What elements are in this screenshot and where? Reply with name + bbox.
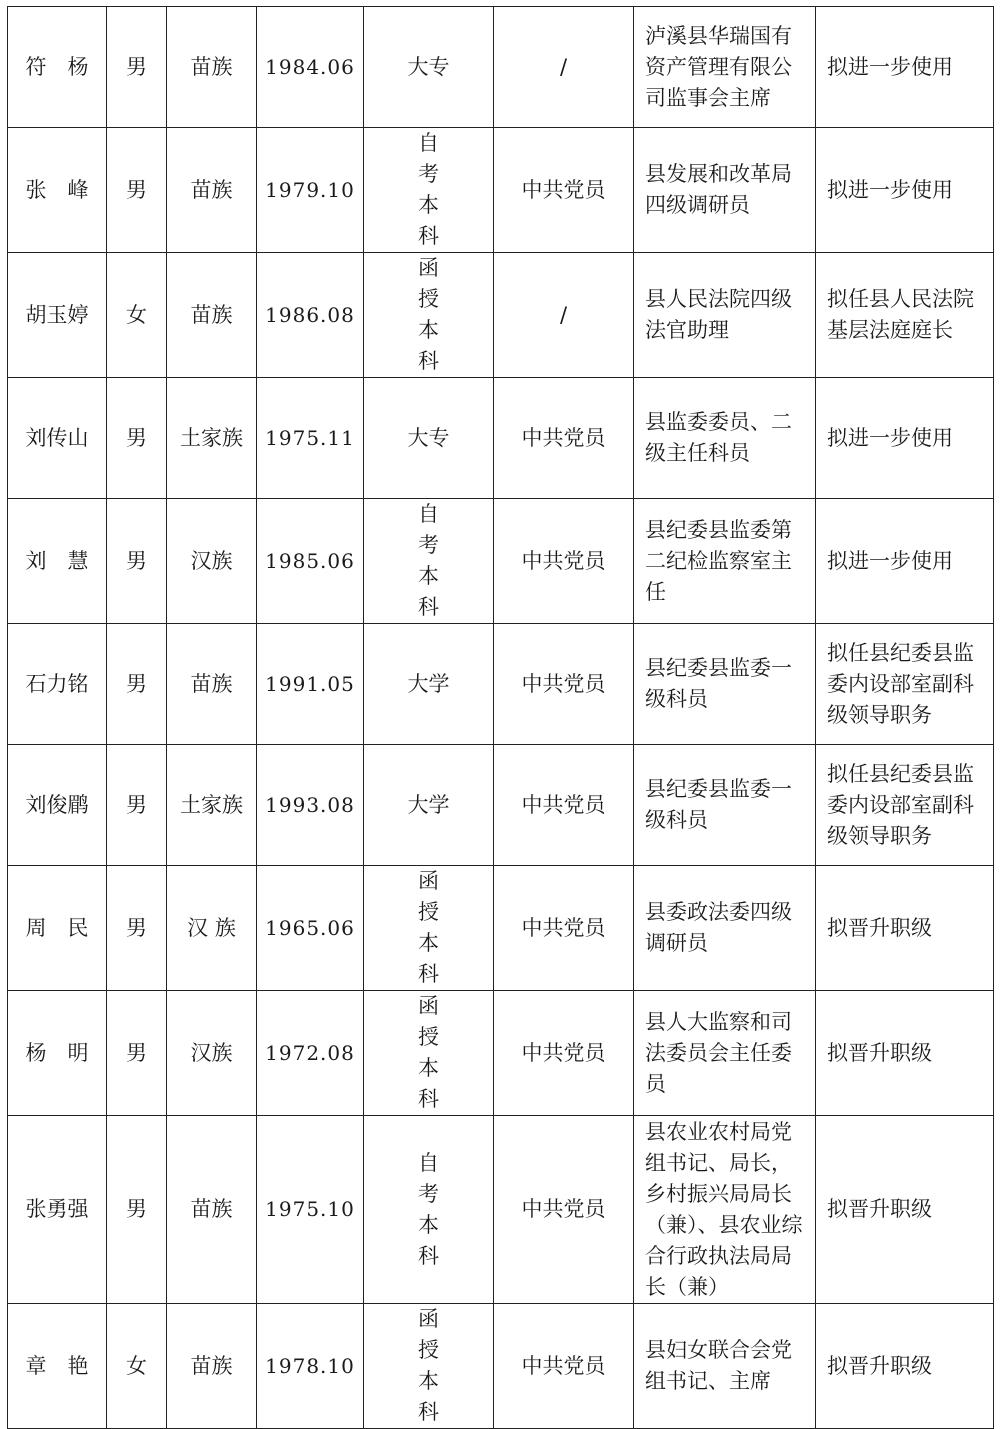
party-cell: 中共党员 xyxy=(494,378,634,499)
party-cell: / xyxy=(494,7,634,128)
education-cell: 自考本科 xyxy=(364,1116,494,1304)
proposal-cell: 拟晋升职级 xyxy=(816,991,994,1116)
proposal-cell: 拟任县纪委县监委内设部室副科级领导职务 xyxy=(816,624,994,745)
table-row xyxy=(8,1116,994,1304)
education-cell: 大学 xyxy=(364,745,494,866)
proposal-cell: 拟进一步使用 xyxy=(816,7,994,128)
table-row xyxy=(8,745,994,866)
party-cell: 中共党员 xyxy=(494,499,634,624)
ethnicity-cell: 苗族 xyxy=(167,624,257,745)
gender-cell: 男 xyxy=(107,7,167,128)
ethnicity-cell: 苗族 xyxy=(167,253,257,378)
personnel-table xyxy=(7,6,994,1429)
table-row xyxy=(8,991,994,1116)
current-position-cell: 县委政法委四级调研员 xyxy=(634,866,816,991)
ethnicity-cell: 苗族 xyxy=(167,128,257,253)
ethnicity-cell: 苗族 xyxy=(167,1304,257,1429)
party-cell: 中共党员 xyxy=(494,991,634,1116)
current-position-cell: 县人民法院四级法官助理 xyxy=(634,253,816,378)
table-row xyxy=(8,7,994,128)
proposal-cell: 拟进一步使用 xyxy=(816,499,994,624)
ethnicity-cell: 苗族 xyxy=(167,7,257,128)
birth-date-cell: 1993.08 xyxy=(257,745,364,866)
ethnicity-cell: 土家族 xyxy=(167,378,257,499)
party-cell: 中共党员 xyxy=(494,1304,634,1429)
name-cell: 胡玉婷 xyxy=(8,253,107,378)
name-cell: 章 艳 xyxy=(8,1304,107,1429)
name-cell: 符 杨 xyxy=(8,7,107,128)
name-cell: 周 民 xyxy=(8,866,107,991)
table-row xyxy=(8,128,994,253)
birth-date-cell: 1978.10 xyxy=(257,1304,364,1429)
party-cell: 中共党员 xyxy=(494,624,634,745)
education-cell: 自考本科 xyxy=(364,128,494,253)
birth-date-cell: 1986.08 xyxy=(257,253,364,378)
gender-cell: 男 xyxy=(107,991,167,1116)
gender-cell: 女 xyxy=(107,253,167,378)
birth-date-cell: 1985.06 xyxy=(257,499,364,624)
birth-date-cell: 1972.08 xyxy=(257,991,364,1116)
education-cell: 大专 xyxy=(364,378,494,499)
party-cell: 中共党员 xyxy=(494,745,634,866)
birth-date-cell: 1984.06 xyxy=(257,7,364,128)
name-cell: 张 峰 xyxy=(8,128,107,253)
table-row xyxy=(8,253,994,378)
current-position-cell: 县监委委员、二级主任科员 xyxy=(634,378,816,499)
gender-cell: 男 xyxy=(107,745,167,866)
current-position-cell: 县人大监察和司法委员会主任委员 xyxy=(634,991,816,1116)
party-cell: / xyxy=(494,253,634,378)
current-position-cell: 县发展和改革局四级调研员 xyxy=(634,128,816,253)
name-cell: 刘俊鹛 xyxy=(8,745,107,866)
name-cell: 张勇强 xyxy=(8,1116,107,1304)
gender-cell: 男 xyxy=(107,378,167,499)
birth-date-cell: 1965.06 xyxy=(257,866,364,991)
gender-cell: 女 xyxy=(107,1304,167,1429)
gender-cell: 男 xyxy=(107,499,167,624)
gender-cell: 男 xyxy=(107,866,167,991)
table-row xyxy=(8,866,994,991)
education-cell: 函授本科 xyxy=(364,866,494,991)
gender-cell: 男 xyxy=(107,1116,167,1304)
current-position-cell: 泸溪县华瑞国有资产管理有限公司监事会主席 xyxy=(634,7,816,128)
education-cell: 大专 xyxy=(364,7,494,128)
current-position-cell: 县妇女联合会党组书记、主席 xyxy=(634,1304,816,1429)
current-position-cell: 县纪委县监委一级科员 xyxy=(634,745,816,866)
name-cell: 石力铭 xyxy=(8,624,107,745)
current-position-cell: 县纪委县监委一级科员 xyxy=(634,624,816,745)
party-cell: 中共党员 xyxy=(494,128,634,253)
current-position-cell: 县纪委县监委第二纪检监察室主任 xyxy=(634,499,816,624)
ethnicity-cell: 汉族 xyxy=(167,991,257,1116)
ethnicity-cell: 汉族 xyxy=(167,499,257,624)
proposal-cell: 拟晋升职级 xyxy=(816,866,994,991)
education-cell: 自考本科 xyxy=(364,499,494,624)
birth-date-cell: 1979.10 xyxy=(257,128,364,253)
name-cell: 杨 明 xyxy=(8,991,107,1116)
ethnicity-cell: 苗族 xyxy=(167,1116,257,1304)
party-cell: 中共党员 xyxy=(494,866,634,991)
birth-date-cell: 1975.11 xyxy=(257,378,364,499)
name-cell: 刘传山 xyxy=(8,378,107,499)
birth-date-cell: 1975.10 xyxy=(257,1116,364,1304)
proposal-cell: 拟任县纪委县监委内设部室副科级领导职务 xyxy=(816,745,994,866)
party-cell: 中共党员 xyxy=(494,1116,634,1304)
ethnicity-cell: 土家族 xyxy=(167,745,257,866)
ethnicity-cell: 汉 族 xyxy=(167,866,257,991)
current-position-cell: 县农业农村局党组书记、局长，乡村振兴局局长（兼）、县农业综合行政执法局局长（兼） xyxy=(634,1116,816,1304)
proposal-cell: 拟晋升职级 xyxy=(816,1116,994,1304)
table-row xyxy=(8,624,994,745)
proposal-cell: 拟晋升职级 xyxy=(816,1304,994,1429)
education-cell: 大学 xyxy=(364,624,494,745)
table-row xyxy=(8,378,994,499)
education-cell: 函授本科 xyxy=(364,1304,494,1429)
birth-date-cell: 1991.05 xyxy=(257,624,364,745)
table-row xyxy=(8,499,994,624)
proposal-cell: 拟进一步使用 xyxy=(816,378,994,499)
gender-cell: 男 xyxy=(107,624,167,745)
proposal-cell: 拟任县人民法院基层法庭庭长 xyxy=(816,253,994,378)
education-cell: 函授本科 xyxy=(364,991,494,1116)
personnel-table-body xyxy=(8,7,994,1429)
education-cell: 函授本科 xyxy=(364,253,494,378)
name-cell: 刘 慧 xyxy=(8,499,107,624)
proposal-cell: 拟进一步使用 xyxy=(816,128,994,253)
gender-cell: 男 xyxy=(107,128,167,253)
table-row xyxy=(8,1304,994,1429)
